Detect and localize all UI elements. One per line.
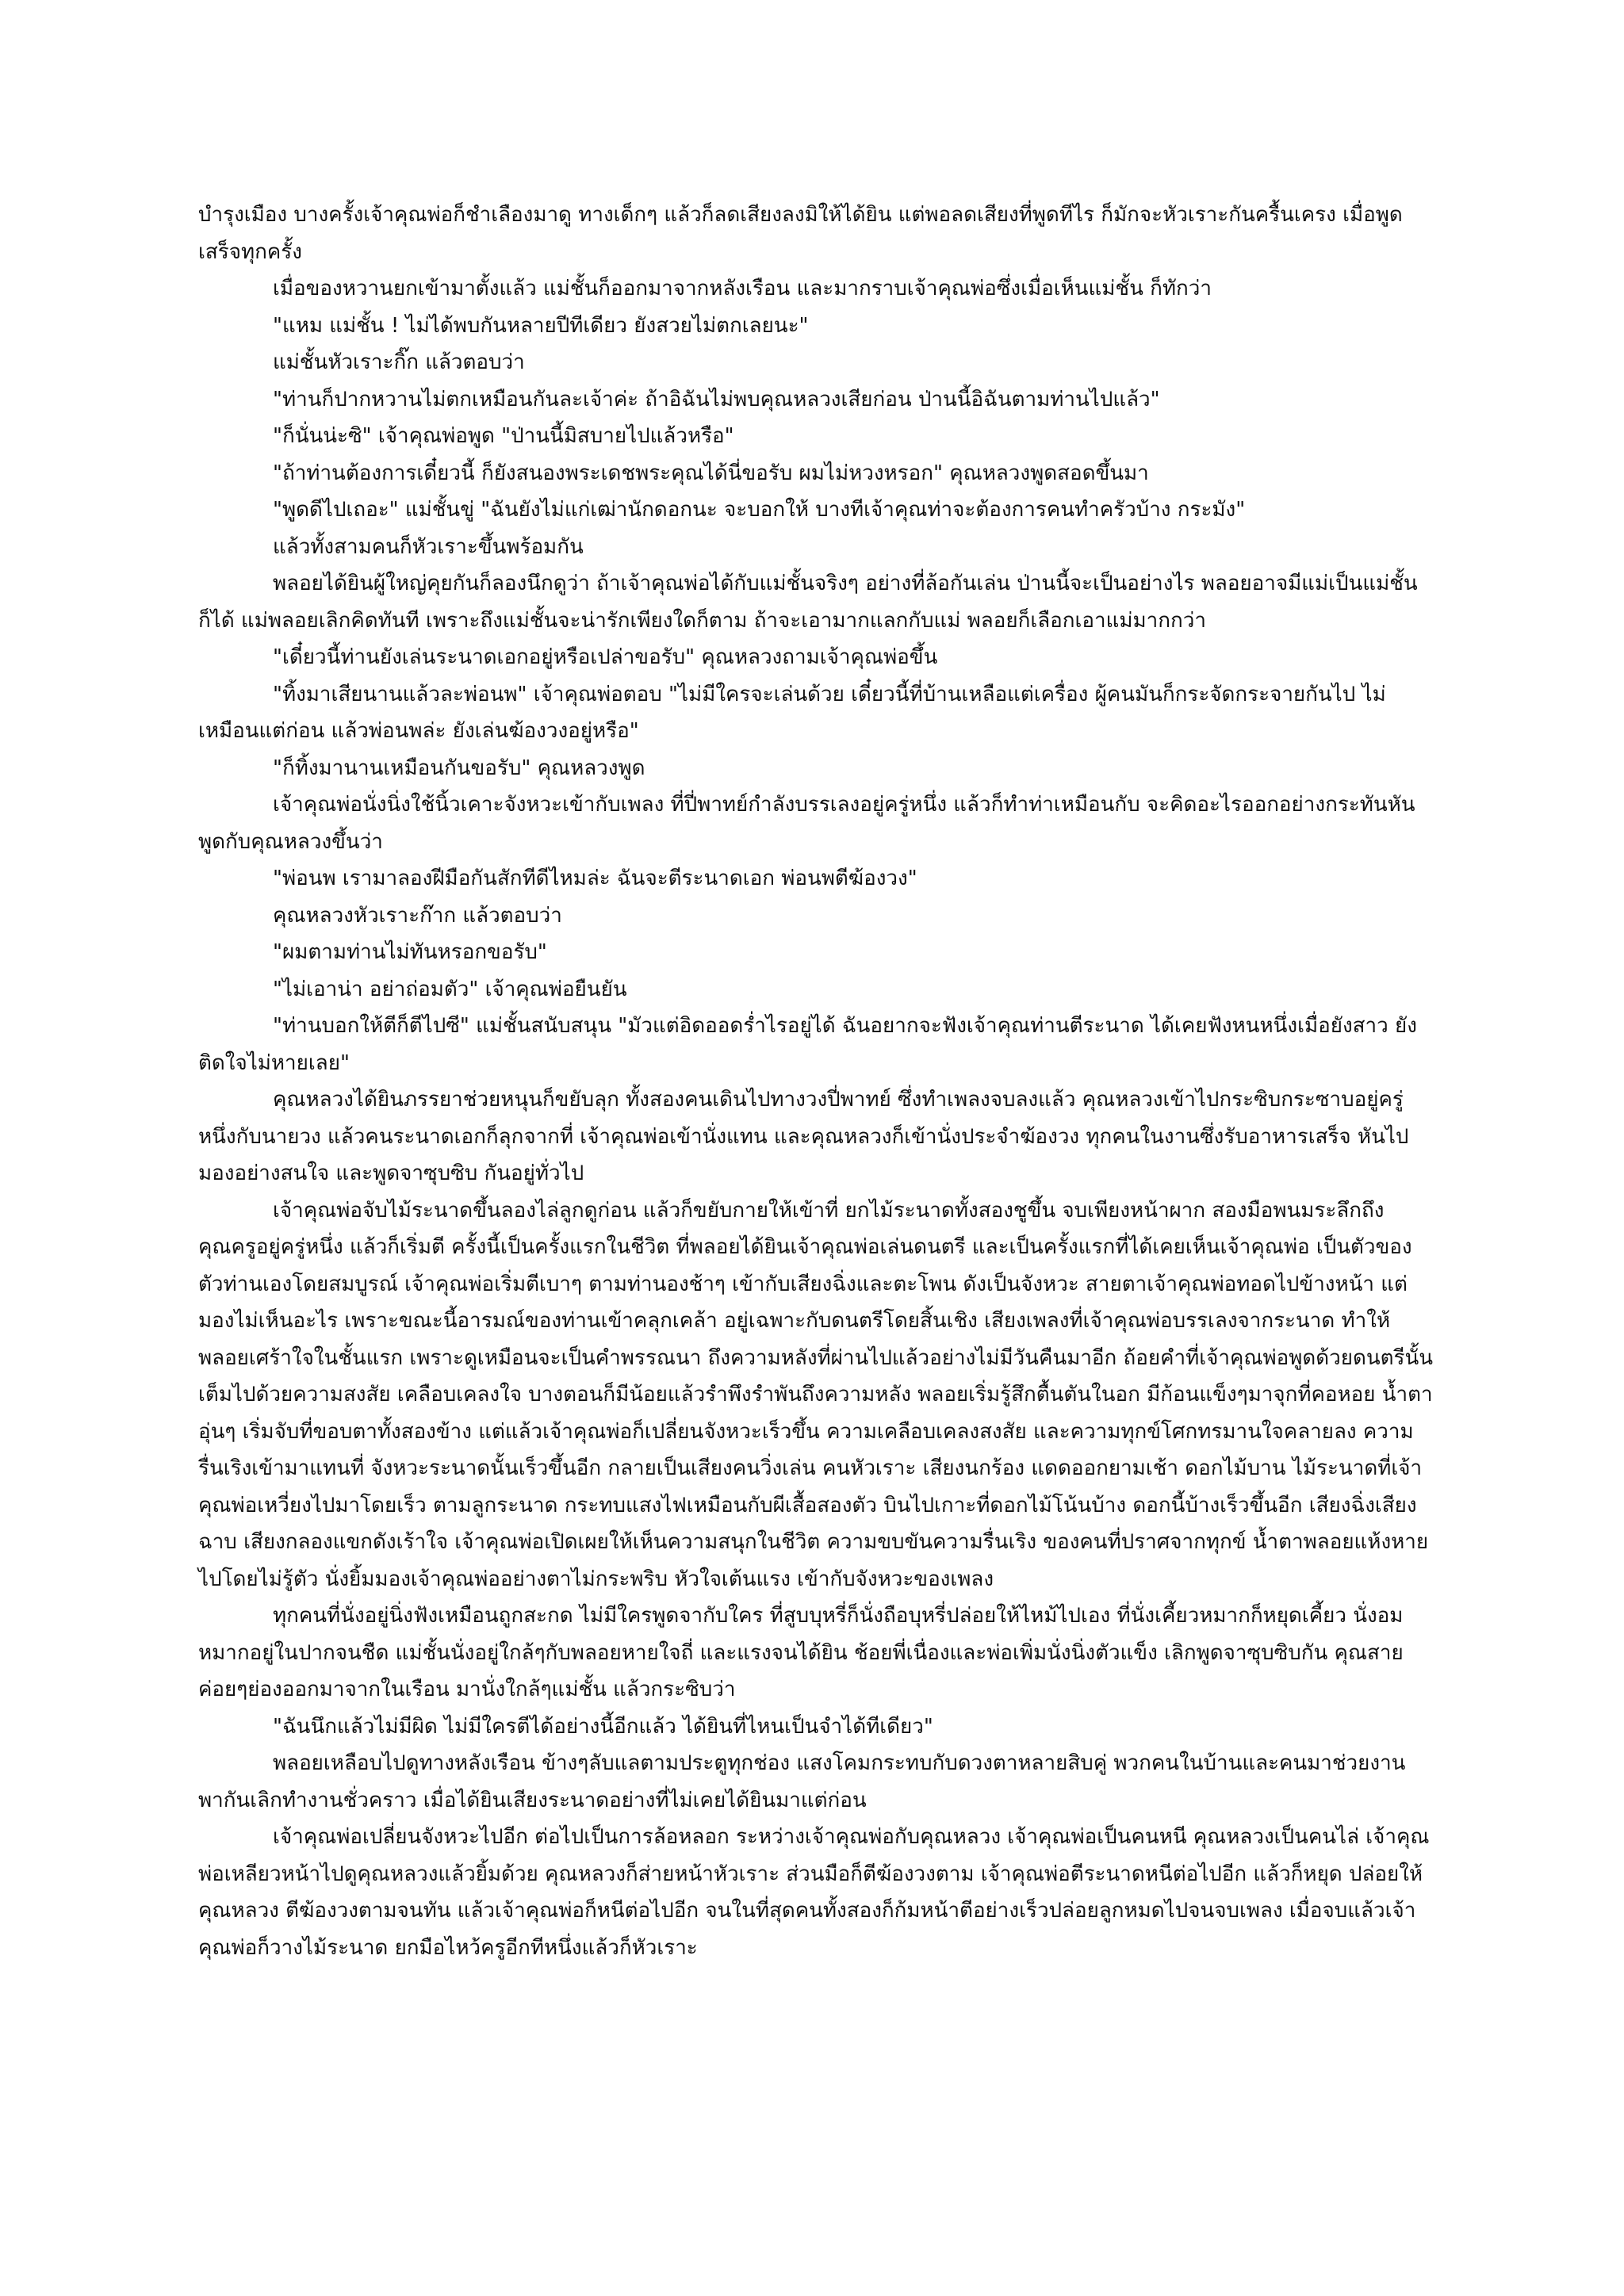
paragraph: "ถ้าท่านต้องการเดี๋ยวนี้ ก็ยังสนองพระเดชพระคุณได้นี่ขอรับ ผมไม่หวงหรอก" คุณหลวงพูดสอดขึ้นมา xyxy=(273,461,1149,485)
paragraph: "ไม่เอาน่า อย่าถ่อมตัว" เจ้าคุณพ่อยืนยัน xyxy=(273,977,627,1001)
paragraph: "ก็นั่นน่ะซิ" เจ้าคุณพ่อพูด "ป่านนี้มิสบายไปแล้วหรือ" xyxy=(273,424,734,448)
paragraph: "ก็ทิ้งมานานเหมือนกันขอรับ" คุณหลวงพูด xyxy=(273,756,645,780)
paragraph: แม่ชั้นหัวเราะกิ๊ก แล้วตอบว่า xyxy=(273,350,525,374)
paragraph: เมื่อของหวานยกเข้ามาตั้งแล้ว แม่ชั้นก็ออกมาจากหลังเรือน และมากราบเจ้าคุณพ่อซึ่งเมื่อเห็นแม่ชั้น ก็ทักว่า xyxy=(273,277,1212,300)
paragraph: แล้วทั้งสามคนก็หัวเราะขึ้นพร้อมกัน xyxy=(273,534,584,559)
paragraph: เจ้าคุณพ่อเปลี่ยนจังหวะไปอีก ต่อไปเป็นการล้อหลอก ระหว่างเจ้าคุณพ่อกับคุณหลวง เจ้าคุณพ่อเป็นคนหนี คุณหลวงเป็นคนไล่ เจ้าคุณพ่อเหลียวหน้าไปดูคุณหลวงแล้วยิ้มด้วย คุณหลวงก็ส่ายหน้าหัวเราะ ส่วนมือก็ตีฆ้องวงตาม เจ้าคุณพ่อตีระนาดหนีต่อไปอีก แล้วก็หยุด ปล่อยให้คุณหลวง ตีฆ้องวงตามจนทัน แล้วเจ้าคุณพ่อก็หนีต่อไปอีก จนในที่สุดคนทั้งสองก็ก้มหน้าตีอย่างเร็วปล่อยลูกหมดไปจนจบเพลง เมื่อจบแล้วเจ้าคุณพ่อก็วางไม้ระนาด ยกมือไหว้ครูอีกทีหนึ่งแล้วก็หัวเราะ xyxy=(198,1825,1430,1960)
paragraph: คุณหลวงได้ยินภรรยาช่วยหนุนก็ขยับลุก ทั้งสองคนเดินไปทางวงปี่พาทย์ ซึ่งทำเพลงจบลงแล้ว คุณหลวงเข้าไปกระซิบกระซาบอยู่ครู่หนึ่งกับนายวง แล้วคนระนาดเอกก็ลุกจากที่ เจ้าคุณพ่อเข้านั่งแทน และคุณหลวงก็เข้านั่งประจำฆ้องวง ทุกคนในงานซึ่งรับอาหารเสร็จ หันไปมองอย่างสนใจ และพูดจาซุบซิบ กันอยู่ทั่วไป xyxy=(198,1088,1409,1185)
paragraph: "ทิ้งมาเสียนานแล้วละพ่อนพ" เจ้าคุณพ่อตอบ "ไม่มีใครจะเล่นด้วย เดี๋ยวนี้ที่บ้านเหลือแต่เครื่อง ผู้คนมันก็กระจัดกระจายกันไป ไม่เหมือนแต่ก่อน แล้วพ่อนพล่ะ ยังเล่นฆ้องวงอยู่หรือ" xyxy=(198,682,1386,743)
paragraph: "ท่านก็ปากหวานไม่ตกเหมือนกันละเจ้าค่ะ ถ้าอิฉันไม่พบคุณหลวงเสียก่อน ป่านนี้อิฉันตามท่านไปแล้ว" xyxy=(273,387,1160,411)
paragraph: พลอยได้ยินผู้ใหญ่คุยกันก็ลองนึกดูว่า ถ้าเจ้าคุณพ่อได้กับแม่ชั้นจริงๆ อย่างที่ล้อกันเล่น ป่านนี้จะเป็นอย่างไร พลอยอาจมีแม่เป็นแม่ชั้นก็ได้ แม่พลอยเลิกคิดทันที เพราะถึงแม่ชั้นจะน่ารักเพียงใดก็ตาม ถ้าจะเอามากแลกกับแม่ พลอยก็เลือกเอาแม่มากกว่า xyxy=(198,572,1418,633)
paragraph: เจ้าคุณพ่อนั่งนิ่งใช้นิ้วเคาะจังหวะเข้ากับเพลง ที่ปี่พาทย์กำลังบรรเลงอยู่ครู่หนึ่ง แล้วก็ทำท่าเหมือนกับ จะคิดอะไรออกอย่างกระทันหัน พูดกับคุณหลวงขึ้นว่า xyxy=(198,793,1415,854)
document-body xyxy=(198,197,1435,1966)
paragraph: บำรุงเมือง บางครั้งเจ้าคุณพ่อก็ชำเลืองมาดู ทางเด็กๆ แล้วก็ลดเสียงลงมิให้ได้ยิน แต่พอลดเสียงที่พูดทีไร ก็มักจะหัวเราะกันครื้นเครง เมื่อพูดเสร็จทุกครั้ง xyxy=(198,203,1403,264)
paragraph: "เดี๋ยวนี้ท่านยังเล่นระนาดเอกอยู่หรือเปล่าขอรับ" คุณหลวงถามเจ้าคุณพ่อขึ้น xyxy=(273,645,938,669)
paragraph: เจ้าคุณพ่อจับไม้ระนาดขึ้นลองไล่ลูกดูก่อน แล้วก็ขยับกายให้เข้าที่ ยกไม้ระนาดทั้งสองชูขึ้น จบเพียงหน้าผาก สองมือพนมระลึกถึงคุณครูอยู่ครู่หนึ่ง แล้วก็เริ่มตี ครั้งนี้เป็นครั้งแรกในชีวิต ที่พลอยได้ยินเจ้าคุณพ่อเล่นดนตรี และเป็นครั้งแรกที่ได้เคยเห็นเจ้าคุณพ่อ เป็นตัวของตัวท่านเองโดยสมบูรณ์ เจ้าคุณพ่อเริ่มตีเบาๆ ตามท่านองช้าๆ เข้ากับเสียงฉิ่งและตะโพน ดังเป็นจังหวะ สายตาเจ้าคุณพ่อทอดไปข้างหน้า แต่มองไม่เห็นอะไร เพราะขณะนี้อารมณ์ของท่านเข้าคลุกเคล้า อยู่เฉพาะกับดนตรีโดยสิ้นเชิง เสียงเพลงที่เจ้าคุณพ่อบรรเลงจากระนาด ทำให้พลอยเศร้าใจในชั้นแรก เพราะดูเหมือนจะเป็นคำพรรณนา ถึงความหลังที่ผ่านไปแล้วอย่างไม่มีวันคืนมาอีก ถ้อยคำที่เจ้าคุณพ่อพูดด้วยดนตรีนั้น เต็มไปด้วยความสงสัย เคลือบเคลงใจ บางตอนก็มีน้อยแล้วรำพึงรำพันถึงความหลัง พลอยเริ่มรู้สึกตื้นตันในอก มีก้อนแข็งๆมาจุกที่คอหอย น้ำตาอุ่นๆ เริ่มจับที่ขอบตาทั้งสองข้าง แต่แล้วเจ้าคุณพ่อก็เปลี่ยนจังหวะเร็วขึ้น ความเคลือบเคลงสงสัย และความทุกข์โศกทรมานใจคลายลง ความรื่นเริงเข้ามาแทนที่ จังหวะระนาดนั้นเร็วขึ้นอีก กลายเป็นเสียงคนวิ่งเล่น คนหัวเราะ เสียงนกร้อง แดดออกยามเช้า ดอกไม้บาน ไม้ระนาดที่เจ้าคุณพ่อเหวี่ยงไปมาโดยเร็ว ตามลูกระนาด กระทบแสงไฟเหมือนกับผีเสื้อสองตัว บินไปเกาะที่ดอกไม้โน้นบ้าง ดอกนี้บ้างเร็วขึ้นอีก เสียงฉิ่งเสียงฉาบ เสียงกลองแขกดังเร้าใจ เจ้าคุณพ่อเปิดเผยให้เห็นความสนุกในชีวิต ความขบขันความรื่นเริง ของคนที่ปราศจากทุกข์ น้ำตาพลอยแห้งหายไปโดยไม่รู้ตัว นั่งยิ้มมองเจ้าคุณพ่ออย่างตาไม่กระพริบ หัวใจเต้นแรง เข้ากับจังหวะของเพลง xyxy=(198,1198,1434,1591)
paragraph: "ท่านบอกให้ตีก็ตีไปซี" แม่ชั้นสนับสนุน "มัวแต่อิดออดร่ำไรอยู่ได้ ฉันอยากจะฟังเจ้าคุณท่านตีระนาด ได้เคยฟังหนหนึ่งเมื่อยังสาว ยังติดใจไม่หายเลย" xyxy=(198,1014,1417,1075)
paragraph: "แหม แม่ชั้น ! ไม่ได้พบกันหลายปีทีเดียว ยังสวยไม่ตกเลยนะ" xyxy=(273,313,809,338)
paragraph: "ผมตามท่านไม่ทันหรอกขอรับ" xyxy=(273,940,547,964)
paragraph: "พ่อนพ เรามาลองฝีมือกันสักทีดีไหมล่ะ ฉันจะตีระนาดเอก พ่อนพตีฆ้องวง" xyxy=(273,867,917,890)
paragraph: ทุกคนที่นั่งอยู่นิ่งฟังเหมือนถูกสะกด ไม่มีใครพูดจากับใคร ที่สูบบุหรี่ก็นั่งถือบุหรี่ปล่อยให้ไหม้ไปเอง ที่นั่งเคี้ยวหมากก็หยุดเคี้ยว นั่งอมหมากอยู่ในปากจนชืด แม่ชั้นนั่งอยู่ใกล้ๆกับพลอยหายใจถี่ และแรงจนได้ยิน ช้อยพี่เนื่องและพ่อเพิ่มนั่งนิ่งตัวแข็ง เลิกพูดจาซุบซิบกัน คุณสายค่อยๆย่องออกมาจากในเรือน มานั่งใกล้ๆแม่ชั้น แล้วกระซิบว่า xyxy=(198,1604,1404,1701)
paragraph: คุณหลวงหัวเราะก๊าก แล้วตอบว่า xyxy=(273,903,562,928)
paragraph: "พูดดีไปเถอะ" แม่ชั้นขู่ "ฉันยังไม่แก่เฒ่านักดอกนะ จะบอกให้ บางทีเจ้าคุณท่าจะต้องการคนทำครัวบ้าง กระมัง" xyxy=(273,498,1246,522)
paragraph: "ฉันนึกแล้วไม่มีผิด ไม่มีใครตีได้อย่างนี้อีกแล้ว ได้ยินที่ไหนเป็นจำได้ทีเดียว" xyxy=(273,1714,933,1739)
paragraph: พลอยเหลือบไปดูทางหลังเรือน ข้างๆลับแลตามประตูทุกช่อง แสงโคมกระทบกับดวงตาหลายสิบคู่ พวกคนในบ้านและคนมาช่วยงาน พากันเลิกทำงานชั่วคราว เมื่อได้ยินเสียงระนาดอย่างที่ไม่เคยได้ยินมาแต่ก่อน xyxy=(198,1751,1406,1812)
